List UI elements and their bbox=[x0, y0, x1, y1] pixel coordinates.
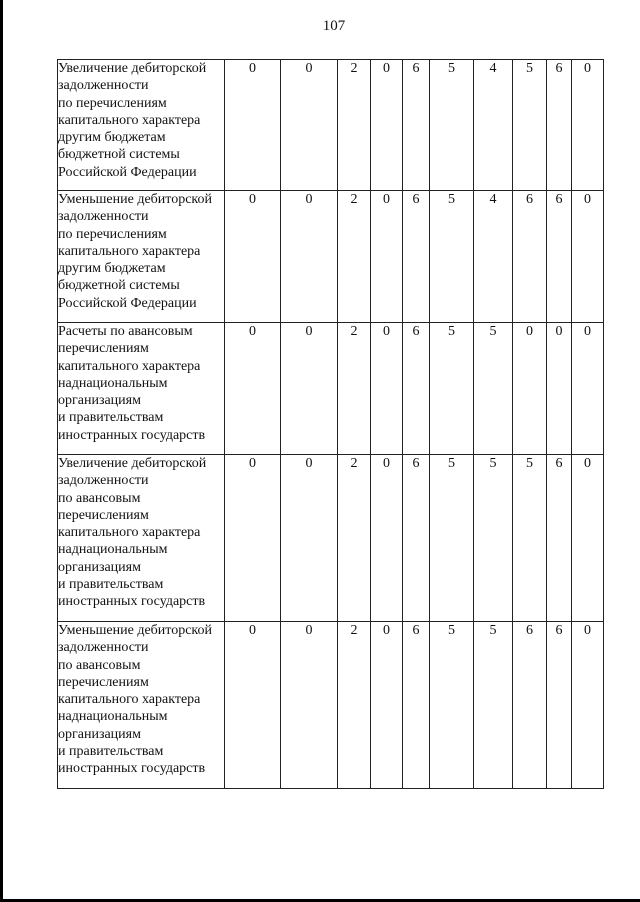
code-digit-cell: 6 bbox=[403, 323, 430, 455]
code-digit-cell: 2 bbox=[338, 455, 371, 622]
code-digit-cell: 6 bbox=[547, 191, 572, 323]
table-row bbox=[58, 60, 604, 191]
code-digit-cell: 0 bbox=[371, 323, 403, 455]
code-digit-cell: 2 bbox=[338, 191, 371, 323]
table-row bbox=[58, 455, 604, 622]
account-description: Расчеты по авансовым перечислениям капитального характера наднациональным организациям и правительствам иностранных государств bbox=[58, 323, 225, 455]
code-digit-cell: 2 bbox=[338, 323, 371, 455]
account-description: Уменьшение дебиторской задолженности по авансовым перечислениям капитального характера наднациональным организациям и правительствам иностранных государств bbox=[58, 622, 225, 789]
code-digit-cell: 0 bbox=[572, 455, 604, 622]
table-row bbox=[58, 622, 604, 789]
page-number: 107 bbox=[322, 18, 346, 34]
code-digit-cell: 5 bbox=[474, 323, 513, 455]
code-digit-cell: 0 bbox=[513, 323, 547, 455]
code-digit-cell: 0 bbox=[281, 323, 338, 455]
code-digit-cell: 0 bbox=[281, 60, 338, 191]
code-digit-cell: 5 bbox=[474, 622, 513, 789]
code-digit-cell: 0 bbox=[371, 622, 403, 789]
code-digit-cell: 0 bbox=[281, 191, 338, 323]
account-description: Увеличение дебиторской задолженности по авансовым перечислениям капитального характера наднациональным организациям и правительствам иностранных государств bbox=[58, 455, 225, 622]
code-digit-cell: 0 bbox=[371, 455, 403, 622]
table-body bbox=[58, 60, 604, 789]
code-digit-cell: 0 bbox=[572, 622, 604, 789]
code-digit-cell: 0 bbox=[572, 60, 604, 191]
code-digit-cell: 0 bbox=[371, 60, 403, 191]
table-row bbox=[58, 191, 604, 323]
code-digit-cell: 0 bbox=[225, 191, 281, 323]
code-digit-cell: 0 bbox=[572, 191, 604, 323]
code-digit-cell: 6 bbox=[403, 191, 430, 323]
scan-border-left bbox=[0, 0, 3, 902]
code-digit-cell: 0 bbox=[225, 60, 281, 191]
code-digit-cell: 0 bbox=[225, 455, 281, 622]
code-digit-cell: 0 bbox=[572, 323, 604, 455]
code-digit-cell: 0 bbox=[547, 323, 572, 455]
code-digit-cell: 4 bbox=[474, 60, 513, 191]
code-digit-cell: 5 bbox=[430, 622, 474, 789]
code-digit-cell: 6 bbox=[403, 455, 430, 622]
code-digit-cell: 5 bbox=[430, 323, 474, 455]
code-digit-cell: 6 bbox=[547, 60, 572, 191]
code-digit-cell: 2 bbox=[338, 60, 371, 191]
code-digit-cell: 6 bbox=[403, 60, 430, 191]
code-digit-cell: 6 bbox=[547, 622, 572, 789]
account-description: Увеличение дебиторской задолженности по перечислениям капитального характера другим бюджетам бюджетной системы Российской Федерации bbox=[58, 60, 225, 191]
code-digit-cell: 2 bbox=[338, 622, 371, 789]
code-digit-cell: 6 bbox=[547, 455, 572, 622]
code-digit-cell: 0 bbox=[371, 191, 403, 323]
table-row bbox=[58, 323, 604, 455]
code-digit-cell: 0 bbox=[225, 323, 281, 455]
code-digit-cell: 5 bbox=[513, 455, 547, 622]
code-digit-cell: 5 bbox=[430, 455, 474, 622]
account-description: Уменьшение дебиторской задолженности по перечислениям капитального характера другим бюджетам бюджетной системы Российской Федерации bbox=[58, 191, 225, 323]
code-digit-cell: 5 bbox=[430, 60, 474, 191]
code-digit-cell: 4 bbox=[474, 191, 513, 323]
code-digit-cell: 0 bbox=[225, 622, 281, 789]
code-digit-cell: 0 bbox=[281, 622, 338, 789]
code-digit-cell: 6 bbox=[513, 622, 547, 789]
code-digit-cell: 5 bbox=[513, 60, 547, 191]
code-digit-cell: 5 bbox=[474, 455, 513, 622]
code-digit-cell: 0 bbox=[281, 455, 338, 622]
code-digit-cell: 5 bbox=[430, 191, 474, 323]
account-code-table bbox=[57, 59, 604, 789]
code-digit-cell: 6 bbox=[513, 191, 547, 323]
code-digit-cell: 6 bbox=[403, 622, 430, 789]
